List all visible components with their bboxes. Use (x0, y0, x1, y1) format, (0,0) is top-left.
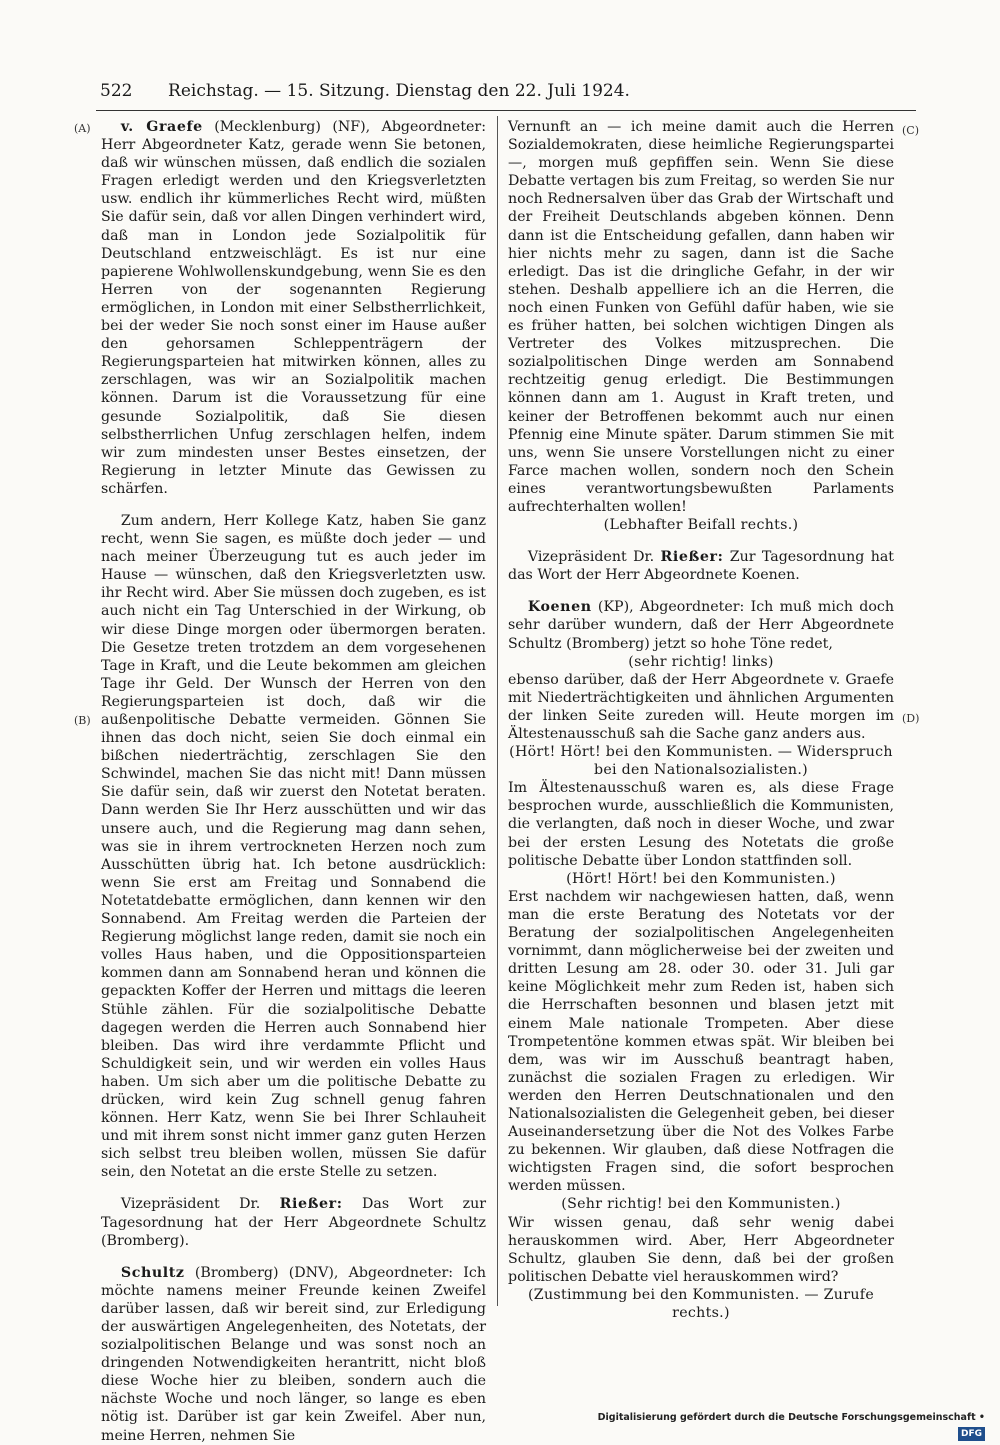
running-title: Reichstag. — 15. Sitzung. Dienstag den 22. Juli 1924. (168, 81, 630, 101)
paragraph-text: Zur Tagesordnung hat das Wort der Herr Abgeordnete Koenen. (508, 549, 894, 584)
margin-marker-a: (A) (74, 122, 91, 135)
margin-marker-b: (B) (74, 714, 91, 727)
margin-marker-d: (D) (902, 712, 920, 725)
chair-statement (101, 1195, 486, 1249)
speaker-name: Rießer: (660, 549, 724, 566)
right-column (508, 118, 894, 1322)
speaker-name: Koenen (527, 599, 592, 616)
page-header (100, 78, 698, 104)
chair-title: Vizepräsident Dr. (527, 549, 661, 566)
paragraph-text: (Mecklenburg) (NF), Abgeordneter: Herr Abgeordneter Katz, gerade wenn Sie betonen, daß wir wünschen müssen, daß endlich die sozialen Fragen erledigt werden und den Kriegsverletzten usw. endlich ihr kümmerliches Recht wird, müßten Sie dafür sein, daß vor allen Dingen verhindert wird, daß man in London jede Sozialpolitik für Deutschland entzweischlägt. Es ist nur eine papierene Wohlwollenskundgebung, wenn Sie es den Herren von der sogenannten Regierung ermöglichen, in London mit einer Selbstherrlichkeit, bei der weder Sie noch sonst einer im Hause außer den gehorsamen Schleppenträgern der Regierungsparteien hat mitwirken können, alles zu zerschlagen, was wir an Sozialpolitik machen können. Darum ist die Voraussetzung für eine gesunde Sozialpolitik, daß Sie diesen selbstherrlichen Unfug zerschlagen helfen, indem wir zum mindesten unser Bestes einsetzen, der Regierung in letzter Minute das Gewissen zu schärfen. (101, 119, 486, 497)
paragraph-text: Das Wort zur Tagesordnung hat der Herr Abgeordnete Schultz (Bromberg). (101, 1196, 486, 1249)
interjection: (Hört! Hört! bei den Kommunisten. — Widerspruch bei den Nationalsozialisten.) (509, 744, 893, 779)
paragraph: ebenso darüber, daß der Herr Abgeordnete v. Graefe mit Niederträchtigkeiten und ähnlichen Argumenten der linken Seite zureden will. Heute morgen im Ältestenausschuß sah die Sache ganz anders aus. (508, 671, 894, 742)
digitization-footer (575, 1410, 985, 1439)
paragraph-text: (Bromberg) (DNV), Abgeordneter: Ich möchte namens meiner Freunde keinen Zweifel darüber lassen, daß wir bereit sind, zur Erledigung der auswärtigen Angelegenheiten, des Notetats, der sozialpolitischen Belange und was sonst noch an dringenden Notwendigkeiten herantritt, nicht bloß diese Woche hier zu bleiben, sondern auch die nächste Woche und noch länger, so lange es eben nötig ist. Darüber ist gar kein Zweifel. Aber nun, meine Herren, nehmen Sie (101, 1264, 486, 1444)
paragraph: Erst nachdem wir nachgewiesen hatten, daß, wenn man die erste Beratung des Notetats vor der Beratung der sozialpolitischen Angelegenheiten vornimmt, dann möglicherweise bei der zweiten und dritten Lesung am 28. oder 30. oder 31. Juli gar keine Möglichkeit mehr zum Reden ist, haben sich die Herrschaften besonnen und blasen jetzt mit einem Male nationale Trompeten. Aber diese Trompetentöne kommen etwas spät. Wir bleiben bei dem, was wir im Ausschuß beantragt haben, zunächst die sozialen Fragen zu erledigen. Wir werden den Herren Deutschnationalen und den Nationalsozialisten die Gelegenheit geben, bei dieser Auseinandersetzung über die Not des Volkes Farbe zu bekennen. Wir glauben, daß diese Notfragen die wichtigsten Fragen sind, die sofort besprochen werden müssen. (508, 888, 894, 1195)
page-number: 522 (100, 81, 133, 101)
header-rule (96, 110, 916, 111)
interjection: (Lebhafter Beifall rechts.) (603, 517, 799, 534)
chair-title: Vizepräsident Dr. (120, 1196, 280, 1213)
paragraph: Vernunft an — ich meine damit auch die Herren Sozialdemokraten, diese heimliche Regierungspartei —, morgen muß gepfiffen sein. Wenn Sie diese Debatte vertagen bis zum Freitag, so werden Sie nur noch Rednersalven über das Grab der Wirtschaft und der Freiheit Deutschlands abgeben können. Denn dann ist die Entscheidung gefallen, dann haben wir hier nichts mehr zu sagen, dann ist die Sache erledigt. Das ist die dringliche Gefahr, in der wir stehen. Deshalb appelliere ich an die Herren, die noch einen Funken von Gefühl dafür haben, wie sie es früher hatten, bei solchen wichtigen Dingen als Vertreter des Volkes mitzusprechen. Die sozialpolitischen Dinge werden am Sonnabend rechtzeitig genug erledigt. Die Bestimmungen können dann am 1. August in Kraft treten, und keiner der Betroffenen bekommt auch nur einen Pfennig eine Minute später. Darum stimmen Sie mit uns, wenn Sie unsere Vorstellungen nicht zu einer Farce machen wollen, sondern noch den Schein eines verantwortungsbewußten Parlaments aufrechterhalten wollen! (508, 119, 894, 515)
margin-marker-c: (C) (902, 124, 919, 137)
dfg-logo: DFG (958, 1427, 985, 1441)
interjection: (Zustimmung bei den Kommunisten. — Zurufe rechts.) (527, 1286, 875, 1321)
interjection: (Sehr richtig! bei den Kommunisten.) (561, 1196, 841, 1213)
paragraph: Wir wissen genau, daß sehr wenig dabei herauskommen wird. Aber, Herr Abgeordneter Schultz, glauben Sie denn, daß bei der großen politischen Debatte viel herauskommen wird? (508, 1214, 894, 1285)
chair-statement (508, 548, 894, 584)
interjection: (Hört! Hört! bei den Kommunisten.) (566, 870, 836, 887)
speech-graefe (101, 118, 486, 498)
paragraph-text: (KP), Abgeordneter: Ich muß mich doch sehr darüber wundern, daß der Herr Abgeordnete Schultz (Bromberg) jetzt so hohe Töne redet, (508, 599, 894, 652)
footer-text: Digitalisierung gefördert durch die Deutsche Forschungsgemeinschaft • (597, 1412, 985, 1423)
left-column (101, 118, 486, 1445)
speaker-name: Rießer: (279, 1196, 343, 1213)
speech-koenen (508, 598, 894, 652)
speech-schultz (101, 1264, 486, 1445)
column-separator (497, 116, 498, 1306)
speaker-name: Schultz (120, 1264, 185, 1281)
paragraph: Zum andern, Herr Kollege Katz, haben Sie ganz recht, wenn Sie sagen, es müßte doch jeder — und nach meiner Überzeugung tut es auch jeder im Hause — wünschen, daß den Kriegsverletzten usw. ihr Recht wird. Aber Sie müssen doch zugeben, es ist auch nicht ein Tag Unterschied in der Wirkung, ob wir diese Dinge morgen oder übermorgen beraten. Die Gesetze treten trotzdem an dem vorgesehenen Tage in Kraft, und die Leute bekommen am gleichen Tage ihr Geld. Der Wunsch der Herren von den Regierungsparteien ist doch, daß wir die außenpolitische Debatte vermeiden. Gönnen Sie ihnen das doch nicht, seien Sie doch einmal ein bißchen niederträchtig, zerschlagen Sie den Schwindel, machen Sie das nicht mit! Dann müssen Sie dafür sein, daß wir zuerst den Notetat beraten. Dann werden Sie Ihr Herz ausschütten und wir das unsere auch, und die Regierung mag dann sehen, was sie in ihrem vertrockneten Herzen noch zum Ausschütten übrig hat. Ich betone ausdrücklich: wenn Sie erst am Freitag und Sonnabend die Notetatdebatte ermöglichen, dann kennen wir den Sonnabend. Am Freitag werden die Parteien der Regierung möglichst lange reden, damit sie noch ein volles Haus haben, und die Oppositionsparteien kommen dann am Sonnabend heran und können die gepackten Koffer der Herren und mittags die leeren Stühle zählen. Für die sozialpolitische Debatte dagegen werden die Herren auch Sonnabend hier bleiben. Das wird ihre verdammte Pflicht und Schuldigkeit sein, und wir werden ein volles Haus haben. Um sich aber um die politische Debatte zu drücken, wird kein Zug schnell genug fahren können. Herr Katz, wenn Sie bei Ihrer Schlauheit und mit ihrem sonst nicht immer ganz guten Herzen sich selbst treu bleiben wollen, müssen Sie dafür sein, den Notetat an die erste Stelle zu setzen. (101, 512, 486, 1181)
interjection: (sehr richtig! links) (628, 653, 774, 670)
speaker-name: v. Graefe (120, 119, 203, 135)
paragraph: Im Ältestenausschuß waren es, als diese Frage besprochen wurde, ausschließlich die Kommunisten, die verlangten, daß noch in dieser Woche, und zwar bei der ersten Lesung des Notetats die große politische Debatte über London stattfinden soll. (508, 780, 894, 869)
